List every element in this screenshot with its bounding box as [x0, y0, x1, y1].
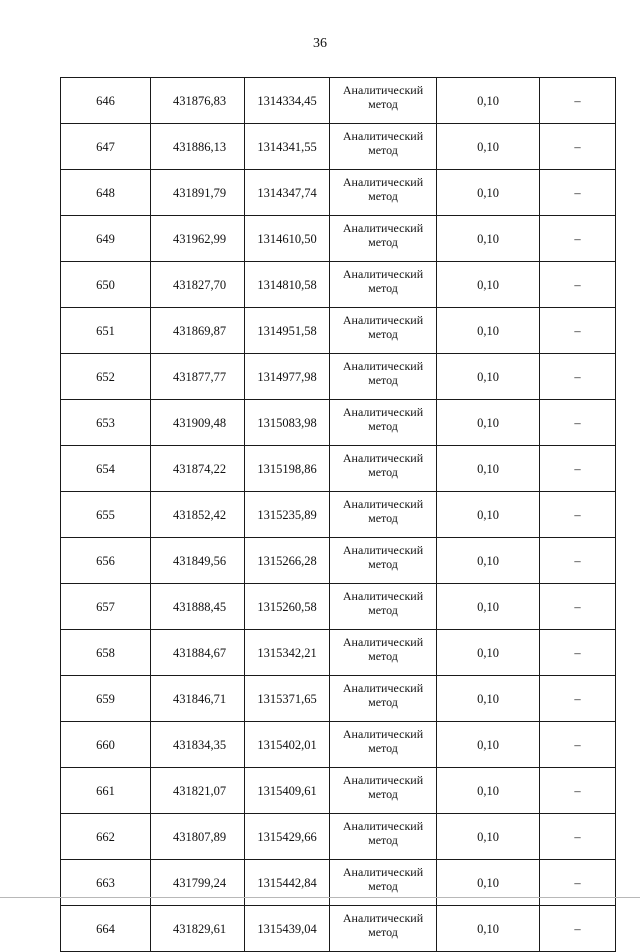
y-coordinate-cell: 1315342,21: [245, 630, 330, 676]
method-cell: [330, 446, 437, 492]
method-cell: [330, 216, 437, 262]
accuracy-cell: 0,10: [437, 538, 540, 584]
y-coordinate-cell: 1314347,74: [245, 170, 330, 216]
x-coordinate-cell: 431874,22: [151, 446, 245, 492]
method-cell: [330, 768, 437, 814]
y-coordinate-cell: 1315429,66: [245, 814, 330, 860]
note-cell: –: [540, 124, 616, 170]
note-cell: –: [540, 906, 616, 952]
method-line-2: метод: [368, 97, 398, 111]
method-line-2: метод: [368, 879, 398, 893]
method-line-2: метод: [368, 603, 398, 617]
method-line-2: метод: [368, 143, 398, 157]
table-row: [61, 216, 616, 262]
method-line-1: Аналитический: [342, 635, 424, 649]
method-line-1: Аналитический: [342, 589, 424, 603]
method-cell: [330, 630, 437, 676]
method-cell: [330, 722, 437, 768]
page-number: 36: [313, 36, 327, 51]
accuracy-cell: 0,10: [437, 492, 540, 538]
accuracy-cell: 0,10: [437, 768, 540, 814]
method-line-2: метод: [368, 833, 398, 847]
method-cell: [330, 814, 437, 860]
point-number-cell: 649: [61, 216, 151, 262]
note-cell: –: [540, 584, 616, 630]
note-cell: –: [540, 722, 616, 768]
point-number-cell: 663: [61, 860, 151, 906]
y-coordinate-cell: 1314977,98: [245, 354, 330, 400]
note-cell: –: [540, 676, 616, 722]
table-row: [61, 262, 616, 308]
point-number-cell: 655: [61, 492, 151, 538]
method-cell: [330, 676, 437, 722]
y-coordinate-cell: 1314951,58: [245, 308, 330, 354]
y-coordinate-cell: 1314334,45: [245, 78, 330, 124]
y-coordinate-cell: 1315409,61: [245, 768, 330, 814]
method-line-2: метод: [368, 557, 398, 571]
method-cell: [330, 170, 437, 216]
method-line-1: Аналитический: [342, 681, 424, 695]
accuracy-cell: 0,10: [437, 814, 540, 860]
table-row: [61, 768, 616, 814]
point-number-cell: 653: [61, 400, 151, 446]
y-coordinate-cell: 1315260,58: [245, 584, 330, 630]
table-row: [61, 124, 616, 170]
table-row: [61, 860, 616, 906]
point-number-cell: 646: [61, 78, 151, 124]
method-line-1: Аналитический: [342, 359, 424, 373]
method-line-1: Аналитический: [342, 727, 424, 741]
point-number-cell: 662: [61, 814, 151, 860]
y-coordinate-cell: 1315083,98: [245, 400, 330, 446]
point-number-cell: 650: [61, 262, 151, 308]
note-cell: –: [540, 78, 616, 124]
method-line-1: Аналитический: [342, 175, 424, 189]
coordinates-table-body: [61, 78, 616, 952]
x-coordinate-cell: 431849,56: [151, 538, 245, 584]
method-cell: [330, 906, 437, 952]
x-coordinate-cell: 431891,79: [151, 170, 245, 216]
method-line-1: Аналитический: [342, 865, 424, 879]
table-row: [61, 722, 616, 768]
method-line-2: метод: [368, 235, 398, 249]
point-number-cell: 658: [61, 630, 151, 676]
method-line-2: метод: [368, 465, 398, 479]
table-row: [61, 308, 616, 354]
accuracy-cell: 0,10: [437, 584, 540, 630]
method-line-2: метод: [368, 327, 398, 341]
method-line-2: метод: [368, 189, 398, 203]
method-cell: [330, 78, 437, 124]
method-cell: [330, 584, 437, 630]
point-number-cell: 652: [61, 354, 151, 400]
y-coordinate-cell: 1314610,50: [245, 216, 330, 262]
table-row: [61, 676, 616, 722]
x-coordinate-cell: 431799,24: [151, 860, 245, 906]
method-line-2: метод: [368, 373, 398, 387]
y-coordinate-cell: 1315371,65: [245, 676, 330, 722]
x-coordinate-cell: 431888,45: [151, 584, 245, 630]
method-line-2: метод: [368, 419, 398, 433]
table-row: [61, 354, 616, 400]
method-line-1: Аналитический: [342, 129, 424, 143]
method-line-1: Аналитический: [342, 83, 424, 97]
table-row: [61, 538, 616, 584]
accuracy-cell: 0,10: [437, 906, 540, 952]
method-line-1: Аналитический: [342, 911, 424, 925]
page-bottom-rule: [0, 897, 640, 898]
method-line-1: Аналитический: [342, 543, 424, 557]
note-cell: –: [540, 354, 616, 400]
x-coordinate-cell: 431877,77: [151, 354, 245, 400]
method-cell: [330, 262, 437, 308]
method-line-1: Аналитический: [342, 819, 424, 833]
accuracy-cell: 0,10: [437, 630, 540, 676]
accuracy-cell: 0,10: [437, 170, 540, 216]
y-coordinate-cell: 1314341,55: [245, 124, 330, 170]
x-coordinate-cell: 431869,87: [151, 308, 245, 354]
point-number-cell: 660: [61, 722, 151, 768]
accuracy-cell: 0,10: [437, 216, 540, 262]
point-number-cell: 654: [61, 446, 151, 492]
table-row: [61, 814, 616, 860]
accuracy-cell: 0,10: [437, 722, 540, 768]
y-coordinate-cell: 1315439,04: [245, 906, 330, 952]
method-line-2: метод: [368, 649, 398, 663]
method-line-2: метод: [368, 925, 398, 939]
x-coordinate-cell: 431962,99: [151, 216, 245, 262]
method-line-2: метод: [368, 695, 398, 709]
accuracy-cell: 0,10: [437, 124, 540, 170]
table-row: [61, 584, 616, 630]
y-coordinate-cell: 1314810,58: [245, 262, 330, 308]
method-line-1: Аналитический: [342, 221, 424, 235]
table-row: [61, 492, 616, 538]
note-cell: –: [540, 446, 616, 492]
point-number-cell: 659: [61, 676, 151, 722]
point-number-cell: 651: [61, 308, 151, 354]
method-cell: [330, 860, 437, 906]
y-coordinate-cell: 1315402,01: [245, 722, 330, 768]
table-row: [61, 170, 616, 216]
x-coordinate-cell: 431807,89: [151, 814, 245, 860]
x-coordinate-cell: 431876,83: [151, 78, 245, 124]
note-cell: –: [540, 492, 616, 538]
method-line-1: Аналитический: [342, 405, 424, 419]
table-row: [61, 400, 616, 446]
note-cell: –: [540, 262, 616, 308]
x-coordinate-cell: 431846,71: [151, 676, 245, 722]
y-coordinate-cell: 1315198,86: [245, 446, 330, 492]
note-cell: –: [540, 768, 616, 814]
note-cell: –: [540, 400, 616, 446]
x-coordinate-cell: 431821,07: [151, 768, 245, 814]
note-cell: –: [540, 216, 616, 262]
method-cell: [330, 538, 437, 584]
point-number-cell: 661: [61, 768, 151, 814]
x-coordinate-cell: 431852,42: [151, 492, 245, 538]
method-line-1: Аналитический: [342, 497, 424, 511]
method-line-1: Аналитический: [342, 313, 424, 327]
accuracy-cell: 0,10: [437, 400, 540, 446]
method-line-2: метод: [368, 281, 398, 295]
note-cell: –: [540, 630, 616, 676]
accuracy-cell: 0,10: [437, 78, 540, 124]
point-number-cell: 647: [61, 124, 151, 170]
x-coordinate-cell: 431829,61: [151, 906, 245, 952]
y-coordinate-cell: 1315442,84: [245, 860, 330, 906]
accuracy-cell: 0,10: [437, 308, 540, 354]
accuracy-cell: 0,10: [437, 860, 540, 906]
method-cell: [330, 492, 437, 538]
point-number-cell: 664: [61, 906, 151, 952]
y-coordinate-cell: 1315235,89: [245, 492, 330, 538]
x-coordinate-cell: 431827,70: [151, 262, 245, 308]
accuracy-cell: 0,10: [437, 354, 540, 400]
method-line-1: Аналитический: [342, 451, 424, 465]
point-number-cell: 648: [61, 170, 151, 216]
note-cell: –: [540, 538, 616, 584]
method-cell: [330, 124, 437, 170]
table-row: [61, 78, 616, 124]
point-number-cell: 656: [61, 538, 151, 584]
coordinates-table: [60, 77, 616, 952]
method-line-1: Аналитический: [342, 267, 424, 281]
y-coordinate-cell: 1315266,28: [245, 538, 330, 584]
accuracy-cell: 0,10: [437, 262, 540, 308]
note-cell: –: [540, 860, 616, 906]
table-row: [61, 630, 616, 676]
accuracy-cell: 0,10: [437, 676, 540, 722]
accuracy-cell: 0,10: [437, 446, 540, 492]
method-cell: [330, 308, 437, 354]
x-coordinate-cell: 431886,13: [151, 124, 245, 170]
method-line-2: метод: [368, 511, 398, 525]
method-cell: [330, 400, 437, 446]
method-line-2: метод: [368, 741, 398, 755]
method-line-1: Аналитический: [342, 773, 424, 787]
point-number-cell: 657: [61, 584, 151, 630]
method-cell: [330, 354, 437, 400]
note-cell: –: [540, 308, 616, 354]
method-line-2: метод: [368, 787, 398, 801]
note-cell: –: [540, 814, 616, 860]
x-coordinate-cell: 431884,67: [151, 630, 245, 676]
x-coordinate-cell: 431909,48: [151, 400, 245, 446]
table-row: [61, 906, 616, 952]
table-row: [61, 446, 616, 492]
x-coordinate-cell: 431834,35: [151, 722, 245, 768]
note-cell: –: [540, 170, 616, 216]
